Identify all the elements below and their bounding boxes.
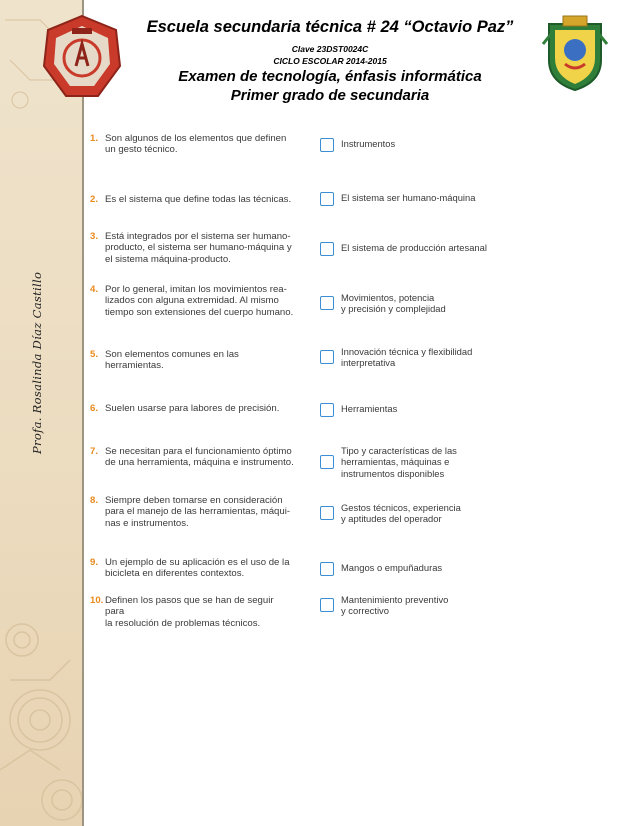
question-text bbox=[90, 133, 295, 156]
answer-text-line: Herramientas bbox=[341, 403, 398, 414]
answer-text-line: Tipo y características de las bbox=[341, 445, 457, 456]
answer-item bbox=[320, 292, 491, 315]
answer-text bbox=[320, 562, 491, 573]
question-text-line: Se necesitan para el funcionamiento óptimo bbox=[105, 446, 292, 457]
answer-checkbox[interactable] bbox=[320, 403, 334, 417]
question-text-line: tiempo son extensiones del cuerpo humano. bbox=[105, 306, 294, 318]
question-item bbox=[90, 284, 295, 318]
question-text bbox=[90, 403, 295, 414]
answer-item bbox=[320, 445, 491, 479]
question-text-line: bicicleta en diferentes contextos. bbox=[105, 568, 245, 580]
answer-text-line: Mangos o empuñaduras bbox=[341, 562, 443, 573]
question-text-line: un gesto técnico. bbox=[105, 144, 178, 156]
answer-item bbox=[320, 346, 491, 369]
answer-text-line: Mantenimiento preventivo bbox=[341, 594, 449, 605]
answer-text bbox=[320, 292, 491, 315]
answer-text-line: El sistema de producción artesanal bbox=[341, 242, 487, 253]
question-text-line: la resolución de problemas técnicos. bbox=[105, 617, 261, 629]
school-name: Escuela secundaria técnica # 24 “Octavio Paz” bbox=[146, 18, 514, 36]
question-text bbox=[90, 284, 295, 318]
answer-text-line: y precisión y complejidad bbox=[341, 303, 446, 315]
answer-checkbox[interactable] bbox=[320, 138, 334, 152]
answer-text bbox=[320, 594, 491, 617]
question-number: 2. bbox=[90, 194, 99, 205]
question-item bbox=[90, 133, 295, 156]
question-item bbox=[90, 231, 295, 265]
question-text-line: Siempre deben tomarse en consideración bbox=[105, 495, 283, 506]
question-item bbox=[90, 595, 295, 629]
question-text-line: producto, el sistema ser humano-máquina y bbox=[105, 242, 292, 254]
answer-item bbox=[320, 502, 491, 525]
answer-item bbox=[320, 594, 491, 617]
answer-text-line: instrumentos disponibles bbox=[341, 467, 445, 479]
question-item bbox=[90, 446, 295, 469]
question-text-line: de una herramienta, máquina e instrumento. bbox=[105, 457, 294, 469]
question-number: 10. bbox=[90, 595, 104, 606]
answer-text bbox=[320, 502, 491, 525]
question-text bbox=[90, 557, 295, 580]
answer-checkbox[interactable] bbox=[320, 455, 334, 469]
state-crest bbox=[541, 14, 609, 92]
answer-text-line: y correctivo bbox=[341, 605, 389, 617]
sidebar-divider bbox=[82, 0, 84, 826]
answer-text-line: herramientas, máquinas e bbox=[341, 456, 450, 468]
gear-pattern-decoration bbox=[0, 600, 82, 826]
question-text-line: Un ejemplo de su aplicación es el uso de la bbox=[105, 557, 290, 568]
question-number: 3. bbox=[90, 231, 99, 242]
answer-text-line: Movimientos, potencia bbox=[341, 292, 435, 303]
answer-text bbox=[320, 242, 491, 253]
question-text bbox=[90, 495, 295, 529]
answer-item bbox=[320, 192, 491, 203]
answer-text bbox=[320, 445, 491, 479]
teacher-name: Profa. Rosalinda Díaz Castillo bbox=[30, 271, 44, 454]
question-text bbox=[90, 446, 295, 469]
question-item bbox=[90, 349, 295, 372]
question-item bbox=[90, 557, 295, 580]
answer-checkbox[interactable] bbox=[320, 192, 334, 206]
question-text-line: Es el sistema que define todas las técnicas. bbox=[105, 194, 292, 205]
answer-text-line: El sistema ser humano-máquina bbox=[341, 192, 476, 203]
answer-checkbox[interactable] bbox=[320, 296, 334, 310]
question-number: 1. bbox=[90, 133, 99, 144]
answer-checkbox[interactable] bbox=[320, 562, 334, 576]
answer-text bbox=[320, 192, 491, 203]
answer-text-line: Instrumentos bbox=[341, 138, 396, 149]
question-item bbox=[90, 403, 295, 414]
school-logo bbox=[42, 14, 122, 100]
question-text-line: para el manejo de las herramientas, máqui- bbox=[105, 506, 291, 518]
question-item bbox=[90, 194, 295, 205]
question-number: 7. bbox=[90, 446, 99, 457]
question-text-line: Por lo general, imitan los movimientos rea- bbox=[105, 284, 287, 295]
answer-checkbox[interactable] bbox=[320, 506, 334, 520]
question-text-line: el sistema máquina-producto. bbox=[105, 253, 231, 265]
question-text-line: lizados con alguna extremidad. Al mismo bbox=[105, 295, 279, 307]
answer-text-line: y aptitudes del operador bbox=[341, 513, 442, 525]
question-item bbox=[90, 495, 295, 529]
question-number: 8. bbox=[90, 495, 99, 506]
question-text bbox=[90, 595, 295, 629]
question-number: 6. bbox=[90, 403, 99, 414]
question-text bbox=[90, 231, 295, 265]
answer-text bbox=[320, 138, 491, 149]
answer-checkbox[interactable] bbox=[320, 242, 334, 256]
answer-text-line: Innovación técnica y flexibilidad bbox=[341, 346, 473, 357]
question-text-line: Son elementos comunes en las herramientas. bbox=[105, 349, 239, 372]
question-number: 5. bbox=[90, 349, 99, 360]
question-text bbox=[90, 349, 295, 372]
school-code: Clave 23DST0024C bbox=[291, 44, 369, 54]
answer-item bbox=[320, 242, 491, 253]
question-text-line: nas e instrumentos. bbox=[105, 517, 189, 529]
question-text-line: Suelen usarse para labores de precisión. bbox=[105, 403, 280, 414]
question-text-line: Son algunos de los elementos que definen bbox=[105, 133, 287, 144]
answer-text bbox=[320, 403, 491, 414]
exam-title: Examen de tecnología, énfasis informática bbox=[178, 68, 482, 85]
question-text-line: Definen los pasos que se han de seguir para bbox=[105, 595, 274, 618]
answer-item bbox=[320, 138, 491, 149]
answer-checkbox[interactable] bbox=[320, 598, 334, 612]
question-number: 9. bbox=[90, 557, 99, 568]
grade-level: Primer grado de secundaria bbox=[230, 87, 430, 104]
question-number: 4. bbox=[90, 284, 99, 295]
question-text bbox=[90, 194, 295, 205]
answer-text bbox=[320, 346, 491, 369]
answer-item bbox=[320, 562, 491, 573]
answer-text-line: Gestos técnicos, experiencia bbox=[341, 502, 461, 513]
answer-item bbox=[320, 403, 491, 414]
answer-text-line: interpretativa bbox=[341, 357, 396, 369]
school-year: CICLO ESCOLAR 2014-2015 bbox=[273, 56, 387, 66]
answer-checkbox[interactable] bbox=[320, 350, 334, 364]
question-text-line: Está integrados por el sistema ser humano- bbox=[105, 231, 291, 242]
